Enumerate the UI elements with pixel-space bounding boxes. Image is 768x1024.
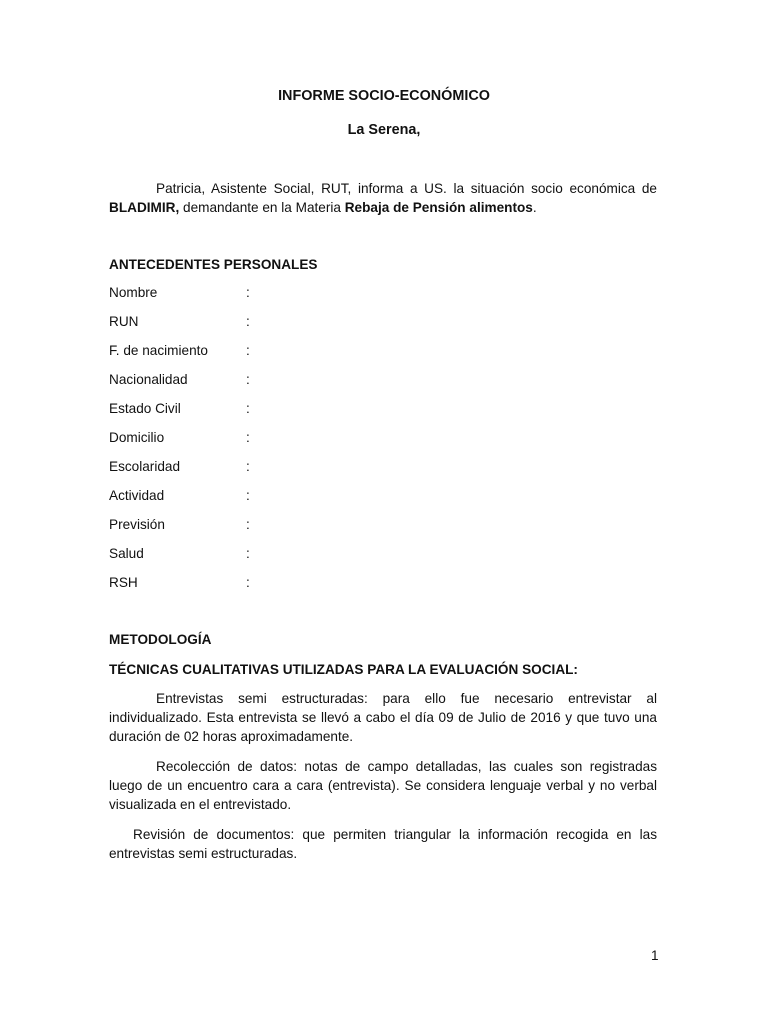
field-label: Nombre <box>109 285 158 300</box>
report-location: La Serena, <box>347 122 421 138</box>
paragraph-recoleccion <box>109 757 657 814</box>
antecedentes-heading: ANTECEDENTES PERSONALES <box>109 257 318 272</box>
field-separator: : <box>246 488 250 503</box>
field-separator: : <box>246 285 250 300</box>
field-label: Nacionalidad <box>109 372 188 387</box>
field-label: RSH <box>109 575 138 590</box>
field-separator: : <box>246 343 250 358</box>
metodologia-heading: METODOLOGÍA <box>109 632 212 647</box>
intro-text-b: demandante en la Materia <box>179 200 345 215</box>
entrevistas-text: Entrevistas semi estructuradas: para ello fue necesario entrevistar al individualizado. Esta entrevista se llevó a cabo el día 09 de Julio de 2016 y que tuvo una duración de 02 horas aproximadamente. <box>109 691 657 744</box>
intro-text-c: . <box>532 200 537 215</box>
page-number: 1 <box>651 948 659 963</box>
intro-matter: Rebaja de Pensión alimentos <box>344 200 533 215</box>
field-label: Estado Civil <box>109 401 181 416</box>
field-label: Salud <box>109 546 144 561</box>
field-separator: : <box>246 314 250 329</box>
recoleccion-text: Recolección de datos: notas de campo detalladas, las cuales son registradas luego de un encuentro cara a cara (entrevista). Se considera lenguaje verbal y no verbal visualizada en el entrevistado. <box>109 759 657 812</box>
intro-paragraph <box>109 179 657 217</box>
field-label: Escolaridad <box>109 459 181 474</box>
field-separator: : <box>246 372 250 387</box>
intro-text-a: Patricia, Asistente Social, RUT, informa a US. la situación socio económica de <box>156 181 657 196</box>
paragraph-revision <box>109 825 657 863</box>
tecnicas-heading: TÉCNICAS CUALITATIVAS UTILIZADAS PARA LA EVALUACIÓN SOCIAL: <box>109 662 578 677</box>
field-separator: : <box>246 575 250 590</box>
field-separator: : <box>246 546 250 561</box>
field-label: Previsión <box>109 517 165 532</box>
field-separator: : <box>246 459 250 474</box>
report-title: INFORME SOCIO-ECONÓMICO <box>278 88 490 104</box>
field-label: Domicilio <box>109 430 165 445</box>
field-label: F. de nacimiento <box>109 343 208 358</box>
field-label: Actividad <box>109 488 165 503</box>
paragraph-entrevistas <box>109 689 657 746</box>
field-separator: : <box>246 401 250 416</box>
field-separator: : <box>246 517 250 532</box>
field-separator: : <box>246 430 250 445</box>
revision-text: Revisión de documentos: que permiten triangular la información recogida en las entrevistas semi estructuradas. <box>109 827 657 861</box>
field-label: RUN <box>109 314 139 329</box>
intro-name: BLADIMIR, <box>109 200 180 215</box>
